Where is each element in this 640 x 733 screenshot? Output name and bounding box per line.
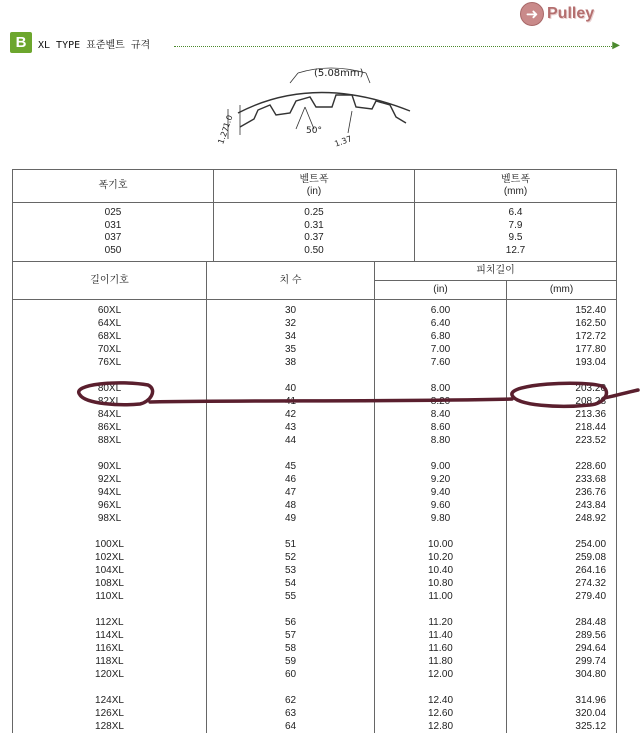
pitch-mm: 264.16 [507, 564, 617, 577]
pitch-mm: 233.68 [507, 473, 617, 486]
teeth-count: 32 [207, 317, 375, 330]
length-row [13, 460, 617, 473]
pitch-in: 9.60 [375, 499, 507, 512]
pitch-in: 8.40 [375, 408, 507, 421]
pitch-mm: 325.12 [507, 720, 617, 733]
pitch-mm: 294.64 [507, 642, 617, 655]
pitch-in: 9.20 [375, 473, 507, 486]
length-code: 126XL [13, 707, 207, 720]
length-row [13, 720, 617, 733]
width-row [13, 203, 617, 220]
length-code: 92XL [13, 473, 207, 486]
pitch-mm: 203.20 [507, 382, 617, 395]
length-row [13, 356, 617, 369]
belt-tooth-diagram [210, 55, 420, 155]
width-code: 050 [13, 245, 214, 262]
length-code: 90XL [13, 460, 207, 473]
length-row [13, 421, 617, 434]
teeth-count: 64 [207, 720, 375, 733]
pitch-in: 12.00 [375, 668, 507, 681]
belt-width-table [12, 169, 617, 262]
teeth-count: 38 [207, 356, 375, 369]
pitch-mm: 172.72 [507, 330, 617, 343]
header-pitch-length: 피치길이 [375, 262, 617, 281]
length-row [13, 577, 617, 590]
length-code: 104XL [13, 564, 207, 577]
length-code: 96XL [13, 499, 207, 512]
pitch-in: 7.00 [375, 343, 507, 356]
pitch-in: 7.60 [375, 356, 507, 369]
length-code: 84XL [13, 408, 207, 421]
length-code: 94XL [13, 486, 207, 499]
teeth-count: 57 [207, 629, 375, 642]
pitch-mm: 236.76 [507, 486, 617, 499]
length-code: 116XL [13, 642, 207, 655]
spacer-row [13, 525, 617, 538]
teeth-count: 35 [207, 343, 375, 356]
spacer-row [13, 369, 617, 382]
length-row [13, 343, 617, 356]
pitch-mm: 213.36 [507, 408, 617, 421]
spacer-row [13, 603, 617, 616]
teeth-count: 42 [207, 408, 375, 421]
pitch-in: 10.80 [375, 577, 507, 590]
teeth-count: 40 [207, 382, 375, 395]
pitch-mm: 289.56 [507, 629, 617, 642]
length-row [13, 395, 617, 408]
width-code: 031 [13, 220, 214, 233]
teeth-count: 44 [207, 434, 375, 447]
length-code: 124XL [13, 694, 207, 707]
header-length-code: 길이기호 [13, 262, 207, 300]
dotted-divider [174, 46, 614, 47]
pitch-in: 12.60 [375, 707, 507, 720]
pitch-mm: 304.80 [507, 668, 617, 681]
length-row [13, 655, 617, 668]
width-code: 037 [13, 232, 214, 245]
pitch-mm: 243.84 [507, 499, 617, 512]
length-code: 108XL [13, 577, 207, 590]
pulley-link[interactable] [520, 2, 594, 26]
length-code: 76XL [13, 356, 207, 369]
length-code: 128XL [13, 720, 207, 733]
pitch-in: 9.80 [375, 512, 507, 525]
pitch-mm: 193.04 [507, 356, 617, 369]
teeth-count: 59 [207, 655, 375, 668]
length-row [13, 408, 617, 421]
length-code: 110XL [13, 590, 207, 603]
width-in: 0.37 [214, 232, 415, 245]
pitch-in: 10.20 [375, 551, 507, 564]
header-teeth: 치 수 [207, 262, 375, 300]
length-code: 86XL [13, 421, 207, 434]
pitch-mm: 274.32 [507, 577, 617, 590]
pitch-mm: 254.00 [507, 538, 617, 551]
length-row [13, 694, 617, 707]
width-mm: 12.7 [415, 245, 617, 262]
pitch-in: 11.60 [375, 642, 507, 655]
pitch-mm: 162.50 [507, 317, 617, 330]
length-row [13, 317, 617, 330]
pitch-in: 8.20 [375, 395, 507, 408]
length-code: 118XL [13, 655, 207, 668]
teeth-count: 30 [207, 304, 375, 317]
length-row [13, 707, 617, 720]
teeth-count: 55 [207, 590, 375, 603]
pitch-in: 11.20 [375, 616, 507, 629]
section-badge: B [10, 32, 32, 53]
pitch-mm: 208.28 [507, 395, 617, 408]
length-code: 112XL [13, 616, 207, 629]
pitch-in: 12.80 [375, 720, 507, 733]
pulley-label: Pulley [547, 5, 595, 22]
teeth-count: 58 [207, 642, 375, 655]
length-row [13, 590, 617, 603]
pitch-mm: 320.04 [507, 707, 617, 720]
section-title: XL TYPE 표준벨트 규격 [38, 40, 151, 51]
width-mm: 7.9 [415, 220, 617, 233]
pitch-in: 6.80 [375, 330, 507, 343]
teeth-count: 51 [207, 538, 375, 551]
width-in: 0.50 [214, 245, 415, 262]
length-row [13, 304, 617, 317]
length-row [13, 382, 617, 395]
length-code: 60XL [13, 304, 207, 317]
teeth-count: 34 [207, 330, 375, 343]
length-row [13, 564, 617, 577]
diagram-pitch: (5.08mm) [314, 68, 364, 79]
length-code: 100XL [13, 538, 207, 551]
length-row [13, 538, 617, 551]
diagram-angle: 50° [306, 126, 322, 136]
length-code: 114XL [13, 629, 207, 642]
pitch-mm: 228.60 [507, 460, 617, 473]
length-code: 120XL [13, 668, 207, 681]
teeth-count: 62 [207, 694, 375, 707]
spacer-row [13, 447, 617, 460]
teeth-count: 56 [207, 616, 375, 629]
pitch-mm: 284.48 [507, 616, 617, 629]
teeth-count: 47 [207, 486, 375, 499]
pitch-mm: 259.08 [507, 551, 617, 564]
pitch-mm: 299.74 [507, 655, 617, 668]
pitch-in: 6.40 [375, 317, 507, 330]
pitch-in: 8.60 [375, 421, 507, 434]
pitch-mm: 177.80 [507, 343, 617, 356]
pitch-in: 11.00 [375, 590, 507, 603]
pitch-mm: 218.44 [507, 421, 617, 434]
length-row [13, 668, 617, 681]
length-row [13, 499, 617, 512]
length-row [13, 486, 617, 499]
width-in: 0.25 [214, 203, 415, 220]
pitch-in: 8.00 [375, 382, 507, 395]
length-row [13, 473, 617, 486]
header-pitch-mm: (mm) [507, 281, 617, 300]
teeth-count: 49 [207, 512, 375, 525]
length-code: 68XL [13, 330, 207, 343]
section-header [10, 32, 630, 54]
teeth-count: 43 [207, 421, 375, 434]
teeth-count: 52 [207, 551, 375, 564]
pitch-mm: 248.92 [507, 512, 617, 525]
pitch-mm: 279.40 [507, 590, 617, 603]
pitch-in: 6.00 [375, 304, 507, 317]
belt-length-table [12, 261, 617, 733]
length-row [13, 434, 617, 447]
length-code: 80XL [13, 382, 207, 395]
header-width-in: 벨트폭 (in) [214, 170, 415, 203]
length-code: 64XL [13, 317, 207, 330]
diagram-dim-b: 1.27 [216, 125, 231, 146]
pitch-in: 8.80 [375, 434, 507, 447]
width-mm: 6.4 [415, 203, 617, 220]
teeth-count: 41 [207, 395, 375, 408]
width-in: 0.31 [214, 220, 415, 233]
teeth-count: 63 [207, 707, 375, 720]
width-mm: 9.5 [415, 232, 617, 245]
length-code: 98XL [13, 512, 207, 525]
pitch-in: 10.40 [375, 564, 507, 577]
teeth-count: 46 [207, 473, 375, 486]
length-row [13, 642, 617, 655]
diagram-dim-a: 1.0 [221, 113, 235, 129]
spacer-row [13, 681, 617, 694]
width-code: 025 [13, 203, 214, 220]
pitch-mm: 152.40 [507, 304, 617, 317]
arrow-right-icon: ▶ [612, 40, 620, 51]
header-width-mm: 벨트폭 (mm) [415, 170, 617, 203]
width-row [13, 232, 617, 245]
pitch-in: 9.00 [375, 460, 507, 473]
pitch-in: 9.40 [375, 486, 507, 499]
length-row [13, 551, 617, 564]
diagram-dim-c: 1.37 [333, 134, 354, 149]
length-code: 88XL [13, 434, 207, 447]
length-row [13, 512, 617, 525]
pitch-in: 10.00 [375, 538, 507, 551]
length-row [13, 330, 617, 343]
pitch-in: 11.80 [375, 655, 507, 668]
pitch-in: 12.40 [375, 694, 507, 707]
arrow-left-icon: ➜ [520, 2, 544, 26]
length-row [13, 629, 617, 642]
header-pitch-in: (in) [375, 281, 507, 300]
length-code: 70XL [13, 343, 207, 356]
length-code: 102XL [13, 551, 207, 564]
header-width-code: 폭기호 [13, 170, 214, 203]
teeth-count: 45 [207, 460, 375, 473]
length-code: 82XL [13, 395, 207, 408]
width-row [13, 245, 617, 262]
teeth-count: 48 [207, 499, 375, 512]
width-row [13, 220, 617, 233]
pitch-mm: 314.96 [507, 694, 617, 707]
teeth-count: 60 [207, 668, 375, 681]
length-row [13, 616, 617, 629]
teeth-count: 54 [207, 577, 375, 590]
pitch-mm: 223.52 [507, 434, 617, 447]
pitch-in: 11.40 [375, 629, 507, 642]
teeth-count: 53 [207, 564, 375, 577]
